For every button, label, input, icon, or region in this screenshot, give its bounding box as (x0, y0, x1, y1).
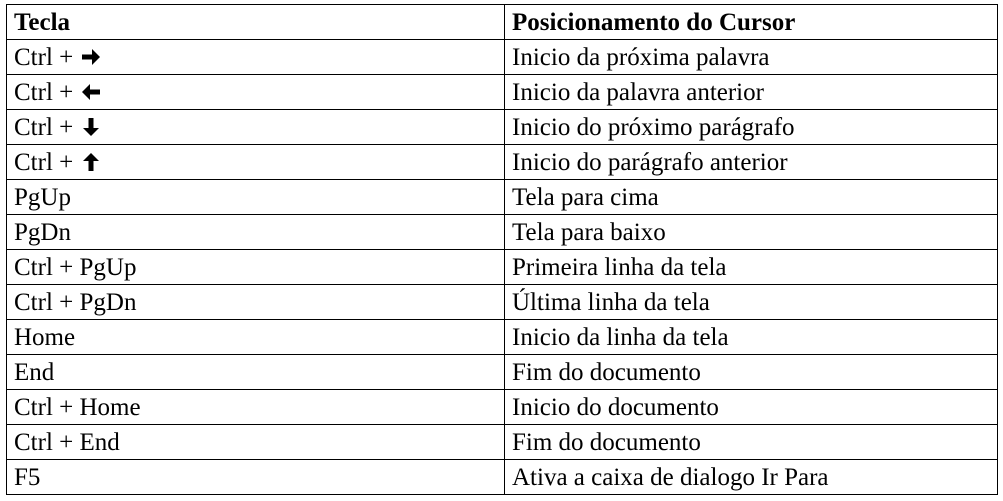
header-key: Tecla (7, 5, 505, 40)
key-label: Ctrl + PgDn (14, 288, 137, 316)
position-cell: Inicio da linha da tela (505, 320, 998, 355)
key-combination (14, 465, 40, 490)
key-cell (7, 355, 505, 390)
table-row (7, 40, 998, 75)
position-cell: Ativa a caixa de dialogo Ir Para (505, 460, 998, 495)
arrow-down-icon (81, 117, 101, 137)
table-row (7, 425, 998, 460)
key-label: Ctrl + End (14, 428, 120, 456)
shortcut-table (6, 4, 998, 495)
table-row (7, 320, 998, 355)
key-cell (7, 285, 505, 320)
key-combination (14, 45, 101, 70)
position-cell: Fim do documento (505, 355, 998, 390)
key-cell (7, 180, 505, 215)
header-position: Posicionamento do Cursor (505, 5, 998, 40)
table-body (7, 40, 998, 495)
arrow-left-icon (81, 82, 101, 102)
key-cell (7, 110, 505, 145)
key-cell (7, 390, 505, 425)
key-combination (14, 290, 136, 315)
table-row (7, 145, 998, 180)
table-row (7, 460, 998, 495)
table-row (7, 110, 998, 145)
key-combination (14, 150, 101, 175)
key-label: Home (14, 323, 76, 351)
key-cell (7, 75, 505, 110)
key-label: Ctrl + (14, 148, 74, 176)
key-cell (7, 40, 505, 75)
key-cell (7, 460, 505, 495)
table-header-row (7, 5, 998, 40)
position-cell: Inicio do parágrafo anterior (505, 145, 998, 180)
key-cell (7, 425, 505, 460)
position-cell: Inicio da palavra anterior (505, 75, 998, 110)
key-combination (14, 360, 54, 385)
key-label: PgDn (14, 218, 71, 246)
table-row (7, 250, 998, 285)
position-cell: Tela para baixo (505, 215, 998, 250)
key-label: Ctrl + (14, 113, 74, 141)
position-cell: Inicio da próxima palavra (505, 40, 998, 75)
key-combination (14, 395, 141, 420)
table-row (7, 180, 998, 215)
key-combination (14, 430, 120, 455)
key-label: Ctrl + (14, 78, 74, 106)
position-cell: Inicio do documento (505, 390, 998, 425)
key-label: Ctrl + Home (14, 393, 141, 421)
arrow-up-icon (81, 152, 101, 172)
key-combination (14, 220, 71, 245)
arrow-right-icon (81, 47, 101, 67)
table-row (7, 355, 998, 390)
key-cell (7, 250, 505, 285)
key-label: F5 (14, 463, 41, 491)
key-label: Ctrl + PgUp (14, 253, 137, 281)
key-combination (14, 115, 101, 140)
position-cell: Inicio do próximo parágrafo (505, 110, 998, 145)
key-combination (14, 80, 101, 105)
key-cell (7, 215, 505, 250)
position-cell: Tela para cima (505, 180, 998, 215)
table-row (7, 390, 998, 425)
key-label: End (14, 358, 55, 386)
table-row (7, 215, 998, 250)
table-row (7, 75, 998, 110)
key-label: PgUp (14, 183, 71, 211)
key-label: Ctrl + (14, 43, 74, 71)
table-row (7, 285, 998, 320)
key-cell (7, 145, 505, 180)
key-combination (14, 255, 136, 280)
key-combination (14, 185, 71, 210)
position-cell: Primeira linha da tela (505, 250, 998, 285)
key-cell (7, 320, 505, 355)
position-cell: Fim do documento (505, 425, 998, 460)
key-combination (14, 325, 75, 350)
position-cell: Última linha da tela (505, 285, 998, 320)
